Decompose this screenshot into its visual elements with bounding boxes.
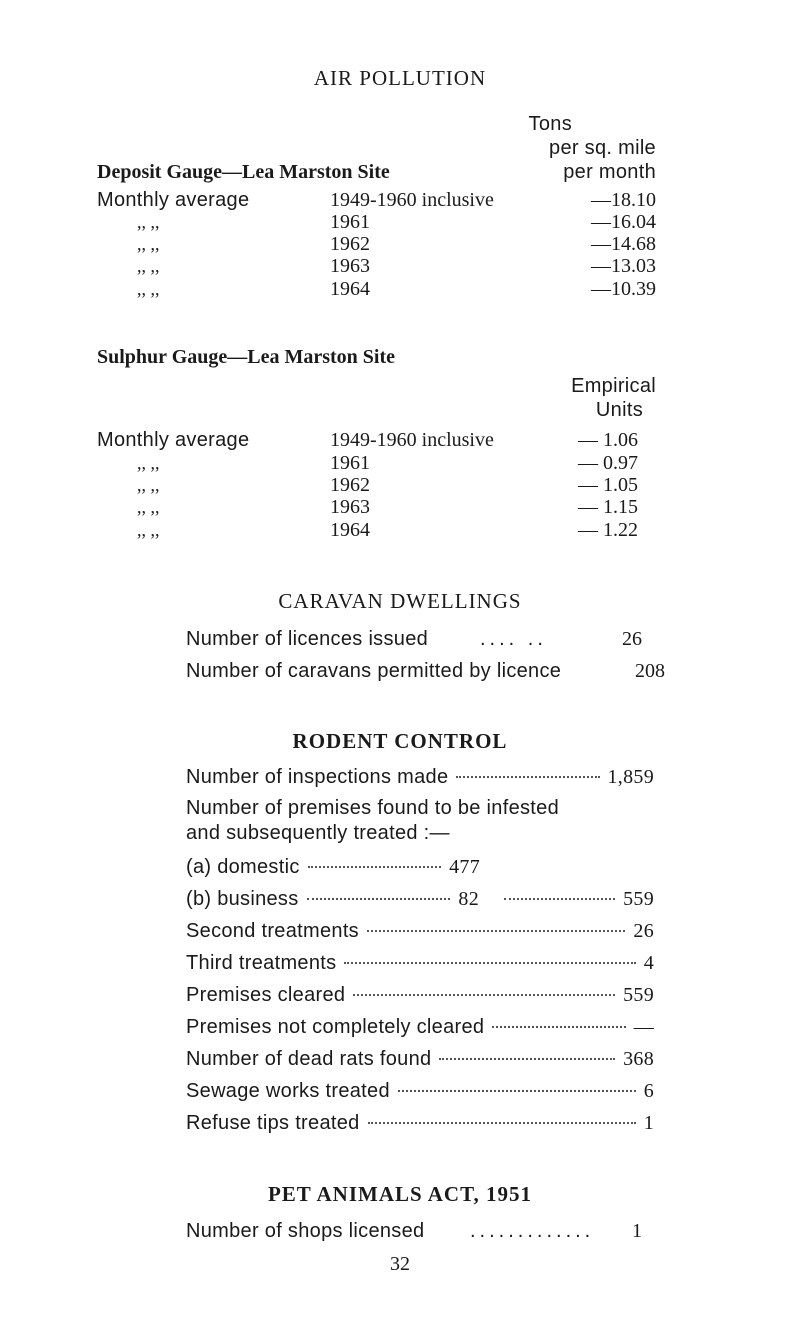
deposit-row-period: 1962 [330,233,370,255]
rodent-item-value: — [633,1016,654,1038]
sulphur-row-value: — 1.15 [578,496,638,518]
dot-leader [456,776,599,778]
deposit-unit-line1: Tons [528,113,572,135]
air-pollution-title: AIR POLLUTION [313,66,487,90]
rodent-item-label: Premises cleared [186,984,346,1006]
deposit-unit-line3: per month [563,161,656,183]
business-label: (b) business [186,888,299,910]
deposit-row-value: —10.39 [591,278,656,300]
inspections-value: 1,859 [607,766,654,788]
rodent-item-row [186,1016,654,1039]
rodent-title: RODENT CONTROL [292,729,508,753]
deposit-row-label: ,, ,, [137,256,160,276]
caravans-label: Number of caravans permitted by licence [186,660,562,682]
inspections-row [186,766,654,789]
rodent-item-label: Second treatments [186,920,359,942]
sulphur-row-label: ,, ,, [137,520,160,540]
deposit-row-period: 1963 [330,255,370,277]
rodent-item-row [186,1112,654,1135]
sulphur-row-period: 1964 [330,519,370,541]
deposit-row-value: —13.03 [591,255,656,277]
sulphur-row-value: — 1.22 [578,519,638,541]
dot-leader [308,866,441,868]
sulphur-row-period: 1962 [330,474,370,496]
infested-line2: and subsequently treated :— [186,822,450,844]
infested-line1: Number of premises found to be infested [186,797,560,819]
sulphur-unit-line1: Empirical [571,375,656,397]
infested-total-row [496,888,654,911]
domestic-label: (a) domestic [186,856,300,878]
shops-value: 1 [632,1220,642,1242]
dot-leader [353,994,615,996]
rodent-item-value: 6 [643,1080,654,1102]
sulphur-unit-line2: Units [595,399,643,421]
dot-leader [344,962,635,964]
deposit-row-value: —14.68 [591,233,656,255]
deposit-row-period: 1949-1960 inclusive [330,189,494,211]
sulphur-row-period: 1949-1960 inclusive [330,429,494,451]
business-row [186,888,479,911]
rodent-item-row [186,984,654,1007]
deposit-row-value: —16.04 [591,211,656,233]
dot-leader [368,1122,636,1124]
deposit-unit-line2: per sq. mile [549,137,656,159]
shops-leader: ............. [470,1220,595,1242]
rodent-item-row [186,1048,654,1071]
caravans-value: 208 [635,660,665,682]
sulphur-row-label: Monthly average [97,429,250,451]
rodent-item-value: 1 [643,1112,654,1134]
dot-leader [492,1026,625,1028]
domestic-value: 477 [449,856,480,878]
rodent-item-value: 559 [623,984,654,1006]
deposit-row-value: —18.10 [591,189,656,211]
deposit-row-label: Monthly average [97,189,250,211]
rodent-item-row [186,952,654,975]
sulphur-row-value: — 1.05 [578,474,638,496]
deposit-row-label: ,, ,, [137,279,160,299]
sulphur-row-value: — 1.06 [578,429,638,451]
pet-animals-title: PET ANIMALS ACT, 1951 [267,1182,533,1206]
dot-leader [504,898,615,900]
dot-leader [398,1090,636,1092]
dot-leader [367,930,625,932]
rodent-item-label: Sewage works treated [186,1080,390,1102]
page-number: 32 [390,1253,410,1275]
infested-total-value: 559 [623,888,654,910]
sulphur-row-period: 1963 [330,496,370,518]
deposit-row-period: 1964 [330,278,370,300]
domestic-row [186,856,480,879]
rodent-item-label: Number of dead rats found [186,1048,432,1070]
dot-leader [439,1058,615,1060]
deposit-row-label: ,, ,, [137,234,160,254]
licences-leader: .... .. [480,628,547,650]
deposit-gauge-heading: Deposit Gauge—Lea Marston Site [97,161,390,183]
business-value: 82 [458,888,479,910]
sulphur-row-label: ,, ,, [137,475,160,495]
sulphur-row-period: 1961 [330,452,370,474]
rodent-item-value: 368 [623,1048,654,1070]
dot-leader [307,898,451,900]
rodent-item-row [186,920,654,943]
deposit-row-label: ,, ,, [137,212,160,232]
rodent-item-label: Premises not completely cleared [186,1016,485,1038]
caravan-title: CARAVAN DWELLINGS [278,589,522,613]
rodent-item-value: 26 [633,920,654,942]
rodent-item-label: Refuse tips treated [186,1112,360,1134]
sulphur-row-value: — 0.97 [578,452,638,474]
rodent-item-label: Third treatments [186,952,337,974]
deposit-row-period: 1961 [330,211,370,233]
rodent-item-value: 4 [643,952,654,974]
licences-label: Number of licences issued [186,628,429,650]
sulphur-row-label: ,, ,, [137,453,160,473]
licences-value: 26 [622,628,642,650]
rodent-item-row [186,1080,654,1103]
sulphur-row-label: ,, ,, [137,497,160,517]
sulphur-gauge-heading: Sulphur Gauge—Lea Marston Site [97,346,395,368]
inspections-label: Number of inspections made [186,766,449,788]
shops-label: Number of shops licensed [186,1220,425,1242]
